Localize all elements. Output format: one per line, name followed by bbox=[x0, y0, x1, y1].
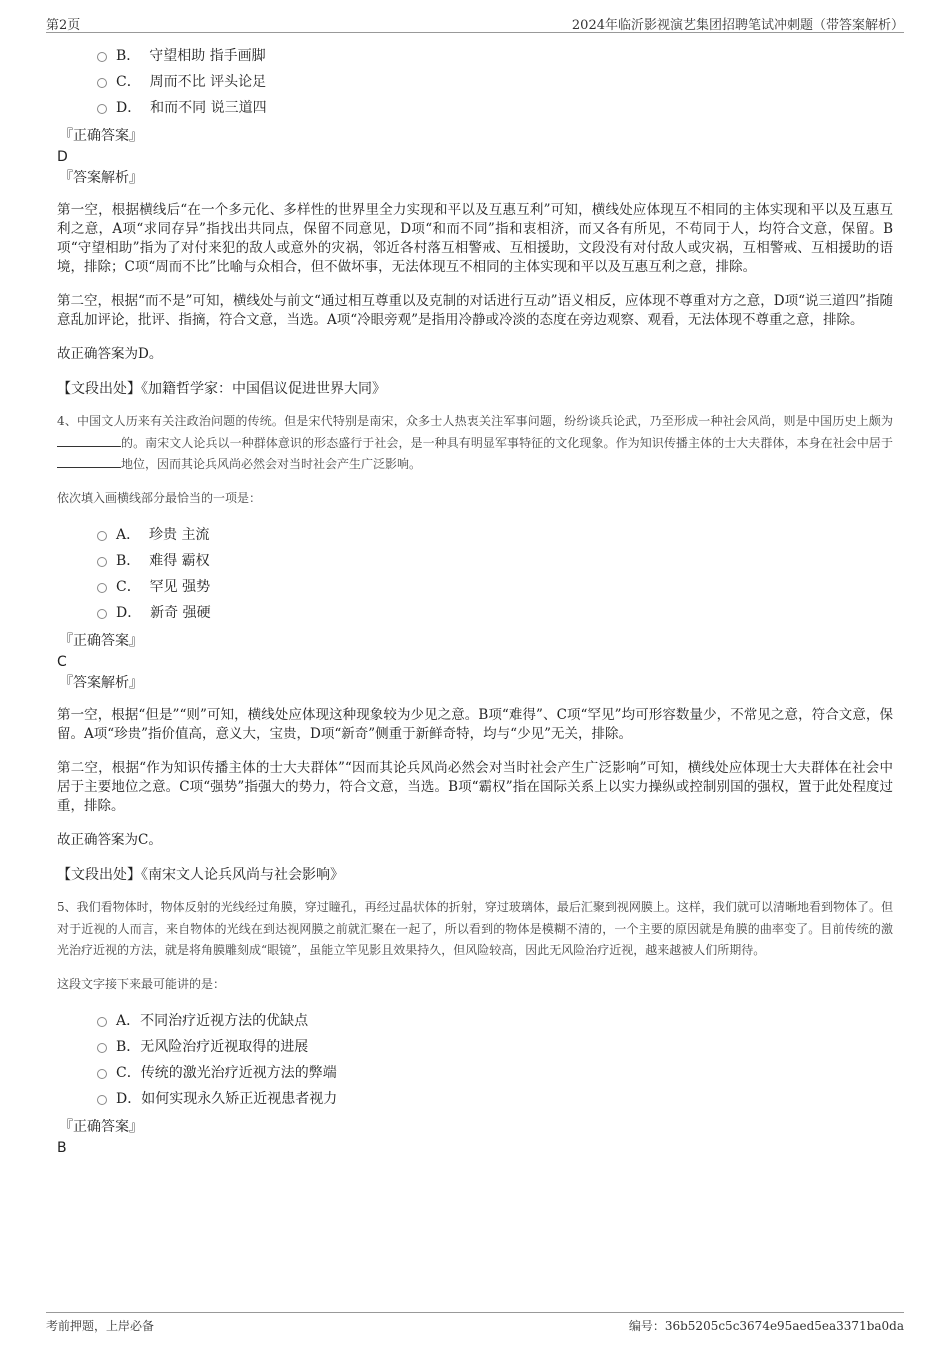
footer-slogan: 考前押题，上岸必备 bbox=[46, 1319, 155, 1333]
correct-answer: D bbox=[57, 149, 68, 165]
q5-option-a[interactable]: A．不同治疗近视方法的优缺点 bbox=[97, 1008, 893, 1034]
q3-option-d[interactable]: D． 和而不同 说三道四 bbox=[97, 95, 893, 121]
fill-blank bbox=[57, 434, 121, 447]
analysis-label: 『答案解析』 bbox=[59, 675, 143, 691]
question-prompt: 这段文字接下来最可能讲的是： bbox=[57, 976, 226, 991]
radio-icon[interactable] bbox=[97, 557, 107, 567]
q3-option-b[interactable]: B． 守望相助 指手画脚 bbox=[97, 43, 893, 69]
analysis-paragraph: 第二空，根据“作为知识传播主体的士大夫群体”“因而其论兵风尚必然会对当时社会产生广泛影响”可知，横线处应体现士大夫群体在社会中居于主要地位之意。C项“强势”指强大的势力，符合文意，当选。B项“霸权”指在国际关系上以实力操纵或控制别国的强权，置于此处程度过重，排除。 bbox=[57, 760, 893, 814]
question-stem: 4、中国文人历来有关注政治问题的传统。但是宋代特别是南宋，众多士人热衷关注军事问题，纷纷谈兵论武，乃至形成一种社会风尚，则是中国历史上颇为的。南宋文人论兵以一种群体意识的形态盛行于社会，是一种具有明显军事特征的文化现象。作为知识传播主体的士大夫群体，本身在社会中居于地位，因而其论兵风尚必然会对当时社会产生广泛影响。 bbox=[57, 414, 893, 471]
analysis-label: 『答案解析』 bbox=[59, 170, 143, 186]
radio-icon[interactable] bbox=[97, 583, 107, 593]
question-stem: 5、我们看物体时，物体反射的光线经过角膜，穿过瞳孔，再经过晶状体的折射，穿过玻璃体，最后汇聚到视网膜上。这样，我们就可以清晰地看到物体了。但对于近视的人而言，来自物体的光线在到达视网膜之前就汇聚在一起了，所以看到的物体是模糊不清的，一个主要的原因就是角膜的曲率变了。目前传统的激光治疗近视的方法，就是将角膜雕刻成“眼镜”，虽能立竿见影且效果持久，但风险较高，因此无风险治疗近视，越来越被人们所期待。 bbox=[57, 900, 893, 957]
fill-blank bbox=[57, 455, 121, 468]
radio-icon[interactable] bbox=[97, 1043, 107, 1053]
q4-option-d[interactable]: D． 新奇 强硬 bbox=[97, 600, 893, 626]
radio-icon[interactable] bbox=[97, 104, 107, 114]
analysis-paragraph: 第二空，根据“而不是”可知，横线处与前文“通过相互尊重以及克制的对话进行互动”语义相反，应体现不尊重对方之意，D项“说三道四”指随意乱加评论，批评、指摘，符合文意，当选。A项“冷眼旁观”是指用冷静或冷淡的态度在旁边观察、观看，无法体现不尊重之意，排除。 bbox=[57, 293, 893, 328]
radio-icon[interactable] bbox=[97, 78, 107, 88]
analysis-conclusion: 故正确答案为C。 bbox=[57, 832, 162, 848]
document-code: 编号：36b5205c5c3674e95aed5ea3371ba0da bbox=[628, 1319, 904, 1333]
radio-icon[interactable] bbox=[97, 1095, 107, 1105]
correct-answer: C bbox=[57, 654, 67, 670]
q5-option-b[interactable]: B．无风险治疗近视取得的进展 bbox=[97, 1034, 893, 1060]
answer-label: 『正确答案』 bbox=[59, 1119, 143, 1135]
radio-icon[interactable] bbox=[97, 609, 107, 619]
radio-icon[interactable] bbox=[97, 52, 107, 62]
q5-option-c[interactable]: C．传统的激光治疗近视方法的弊端 bbox=[97, 1060, 893, 1086]
page-header bbox=[46, 12, 904, 33]
page-number: 第2页 bbox=[46, 18, 81, 33]
q3-option-c[interactable]: C． 周而不比 评头论足 bbox=[97, 69, 893, 95]
radio-icon[interactable] bbox=[97, 1069, 107, 1079]
source-citation: 【文段出处】《加籍哲学家：中国倡议促进世界大同》 bbox=[57, 381, 386, 397]
q4-option-a[interactable]: A． 珍贵 主流 bbox=[97, 522, 893, 548]
analysis-conclusion: 故正确答案为D。 bbox=[57, 346, 163, 362]
radio-icon[interactable] bbox=[97, 1017, 107, 1027]
question-prompt: 依次填入画横线部分最恰当的一项是： bbox=[57, 490, 262, 505]
q5-option-d[interactable]: D．如何实现永久矫正近视患者视力 bbox=[97, 1086, 893, 1112]
source-citation: 【文段出处】《南宋文人论兵风尚与社会影响》 bbox=[57, 867, 344, 883]
q4-option-b[interactable]: B． 难得 霸权 bbox=[97, 548, 893, 574]
page-content bbox=[57, 40, 893, 1158]
document-title: 2024年临沂影视演艺集团招聘笔试冲刺题（带答案解析） bbox=[571, 18, 904, 33]
page-footer bbox=[46, 1312, 904, 1337]
radio-icon[interactable] bbox=[97, 531, 107, 541]
answer-label: 『正确答案』 bbox=[59, 633, 143, 649]
correct-answer: B bbox=[57, 1140, 67, 1156]
analysis-paragraph: 第一空，根据横线后“在一个多元化、多样性的世界里全力实现和平以及互惠互利”可知，横线处应体现互不相同的主体实现和平以及互惠互利之意，A项“求同存异”指找出共同点，保留不同意见，D项“和而不同”指和衷相济，而又各有所见，不苟同于人，均符合文意，保留。B项“守望相助”指为了对付来犯的敌人或意外的灾祸，邻近各村落互相警戒、互相援助，文段没有对付敌人或灾祸，互相警戒、互相援助的语境，排除；C项“周而不比”比喻与众相合，但不做坏事，无法体现互不相同的主体实现和平以及互惠互利之意，排除。 bbox=[57, 202, 893, 275]
answer-label: 『正确答案』 bbox=[59, 128, 143, 144]
q4-option-c[interactable]: C． 罕见 强势 bbox=[97, 574, 893, 600]
analysis-paragraph: 第一空，根据“但是”“则”可知，横线处应体现这种现象较为少见之意。B项“难得”、C项“罕见”均可形容数量少，不常见之意，符合文意，保留。A项“珍贵”指价值高，意义大，宝贵，D项“新奇”侧重于新鲜奇特，均与“少见”无关，排除。 bbox=[57, 707, 893, 742]
